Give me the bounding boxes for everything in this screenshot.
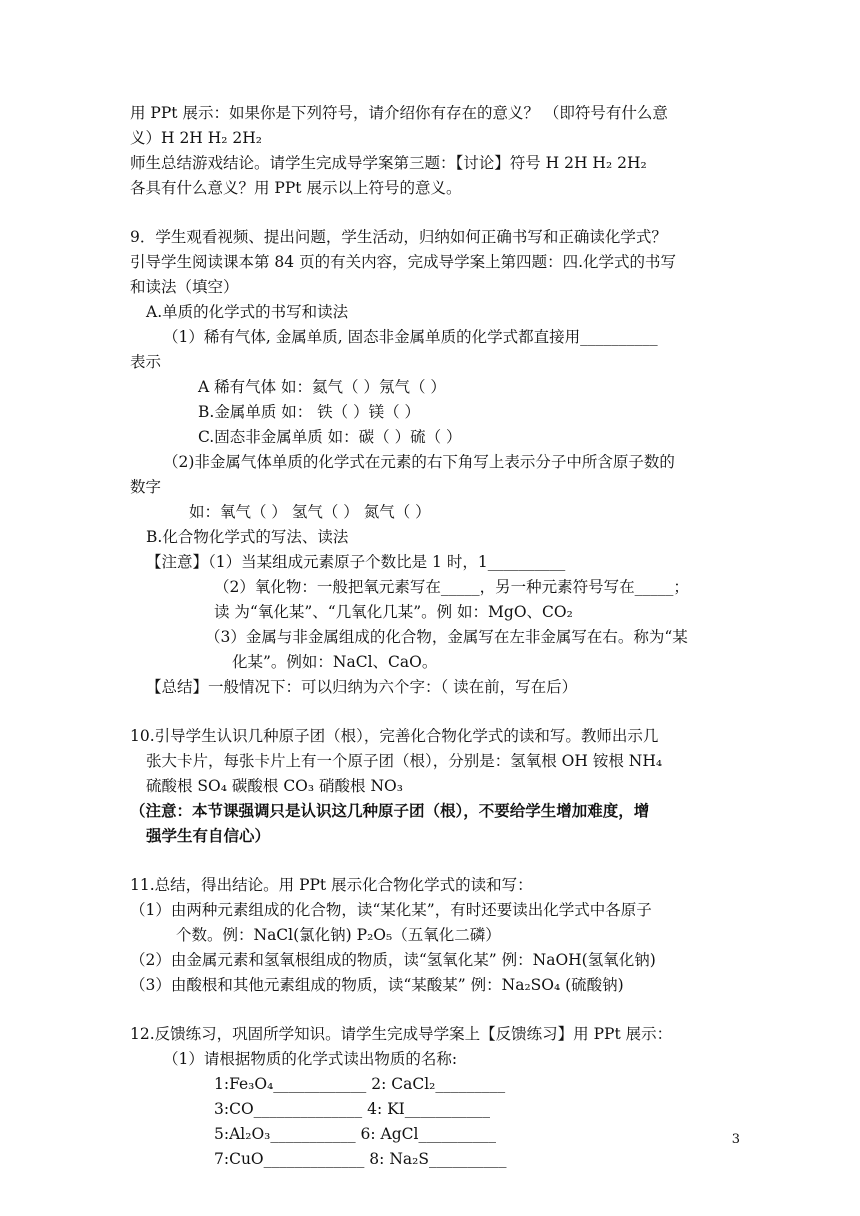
text-line: A.单质的化学式的书写和读法 — [146, 303, 349, 321]
text-line: 用 PPt 展示：如果你是下列符号，请介绍你有存在的意义？ （即符号有什么意 — [130, 104, 668, 122]
text-line: 5:Al₂O₃___________ 6: AgCl__________ — [214, 1125, 496, 1143]
text-line: 个数。例：NaCl(氯化钠) P₂O₅（五氧化二磷） — [176, 926, 501, 944]
text-line: 硫酸根 SO₄ 碳酸根 CO₃ 硝酸根 NO₃ — [146, 777, 403, 795]
text-line: C.固态非金属单质 如：碳（ ）硫（ ） — [198, 428, 462, 446]
text-line: 张大卡片，每张卡片上有一个原子团（根），分别是：氢氧根 OH 铵根 NH₄ — [146, 752, 663, 770]
text-line: 7:CuO_____________ 8: Na₂S__________ — [214, 1150, 507, 1168]
text-line: 表示 — [130, 353, 162, 371]
text-line: B.金属单质 如： 铁（ ）镁（ ） — [198, 403, 421, 421]
text-line: 12.反馈练习，巩固所学知识。请学生完成导学案上【反馈练习】用 PPt 展示： — [130, 1025, 673, 1043]
text-line: （2）氧化物：一般把氧元素写在_____，另一种元素符号写在_____； — [214, 578, 689, 596]
text-line: 和读法（填空） — [130, 278, 239, 296]
text-line: 各具有什么意义？用 PPt 展示以上符号的意义。 — [130, 179, 462, 197]
text-line-bold: （注意：本节课强调只是认识这几种原子团（根），不要给学生增加难度，增 — [130, 801, 650, 820]
text-line: （3）金属与非金属组成的化合物，金属写在左非金属写在右。称为“某 — [205, 628, 688, 646]
text-line: 【注意】（1）当某组成元素原子个数比是 1 时，1__________ — [146, 553, 566, 571]
text-line: （1）由两种元素组成的化合物，读“某化某”，有时还要读出化学式中各原子 — [130, 901, 652, 919]
text-line: 10.引导学生认识几种原子团（根），完善化合物化学式的读和写。教师出示几 — [130, 727, 659, 745]
text-line: 11.总结，得出结论。用 PPt 展示化合物化学式的读和写： — [130, 876, 533, 894]
text-line: B.化合物化学式的写法、读法 — [146, 528, 349, 546]
text-line: 化某”。例如：NaCl、CaO。 — [232, 653, 438, 671]
text-line: 3:CO______________ 4: KI___________ — [214, 1100, 491, 1118]
text-line: 9．学生观看视频、提出问题，学生活动，归纳如何正确书写和正确读化学式？ — [130, 228, 667, 246]
text-line: 师生总结游戏结论。请学生完成导学案第三题：【讨论】符号 H 2H H₂ 2H₂ — [130, 154, 647, 172]
page-number: 3 — [731, 1132, 740, 1147]
text-line: （3）由酸根和其他元素组成的物质，读“某酸某” 例：Na₂SO₄ (硫酸钠) — [130, 976, 624, 994]
text-line: 义）H 2H H₂ 2H₂ — [130, 129, 262, 147]
text-line: 1:Fe₃O₄____________ 2: CaCl₂_________ — [214, 1075, 506, 1093]
text-line: 读 为“氧化某”、“几氧化几某”。例 如：MgO、CO₂ — [214, 603, 573, 621]
text-line: 引导学生阅读课本第 84 页的有关内容，完成导学案上第四题：四.化学式的书写 — [130, 253, 677, 271]
text-line: 如：氧气（ ） 氢气（ ） 氮气（ ） — [189, 503, 431, 521]
text-line: 数字 — [130, 478, 162, 496]
text-line: （2）由金属元素和氢氧根组成的物质，读“氢氧化某” 例：NaOH(氢氧化钠) — [130, 951, 656, 969]
text-line: （2)非金属气体单质的化学式在元素的右下角写上表示分子中所含原子数的 — [163, 453, 675, 471]
text-line: 【总结】一般情况下：可以归纳为六个字：（ 读在前，写在后） — [146, 678, 578, 696]
text-line-bold: 强学生有自信心） — [146, 826, 271, 845]
text-line: （1）稀有气体, 金属单质, 固态非金属单质的化学式都直接用__________ — [163, 328, 658, 346]
text-line: A 稀有气体 如：氦气（ ）氖气（ ） — [198, 378, 446, 396]
text-line: （1）请根据物质的化学式读出物质的名称: — [163, 1050, 458, 1068]
